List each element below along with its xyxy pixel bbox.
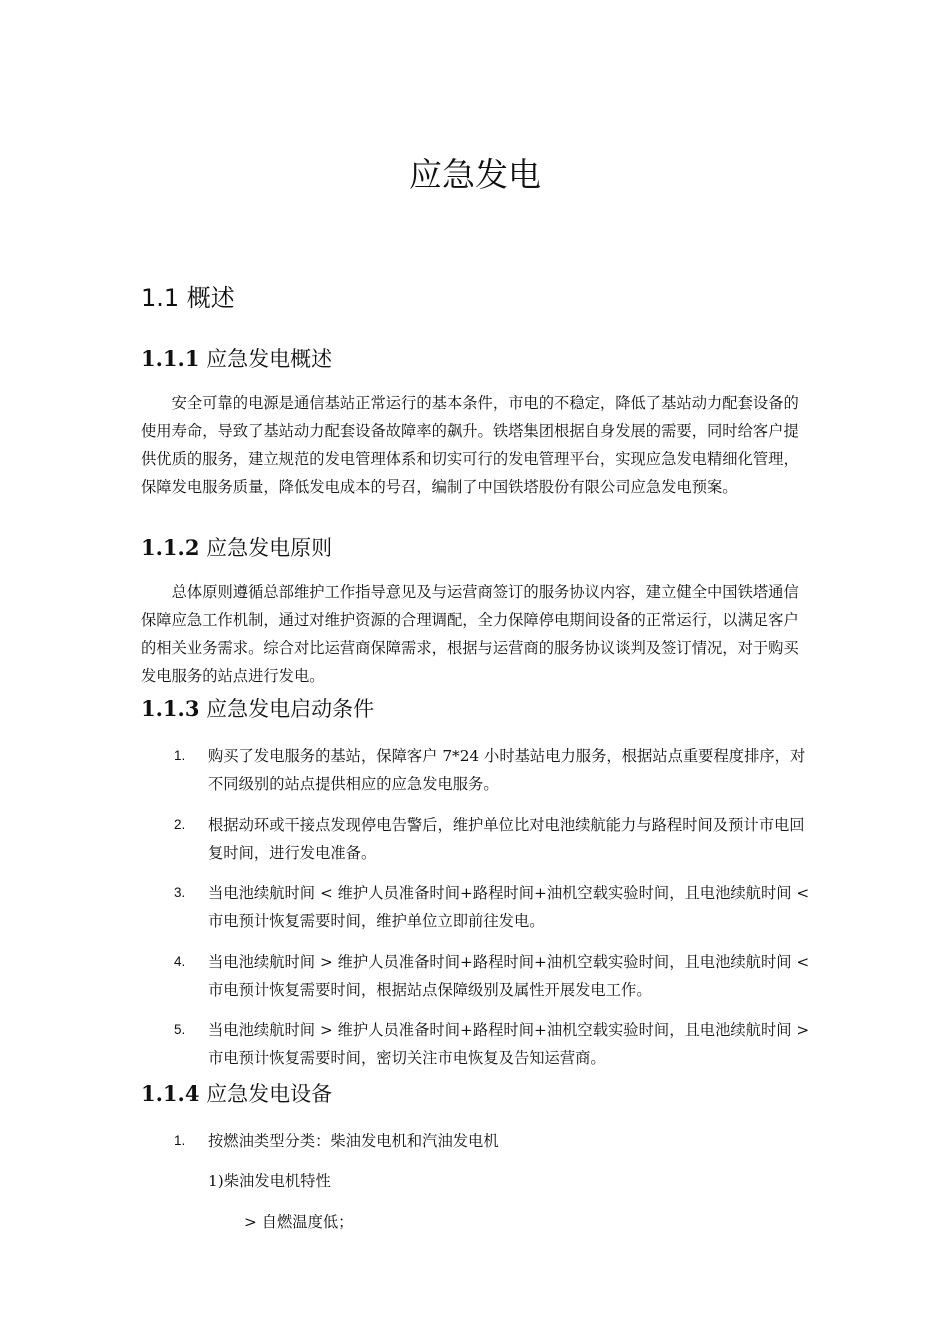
list-item-number: 4. [174, 954, 186, 969]
list-item-text: 当电池续航时间 > 维护人员准备时间+路程时间+油机空载实验时间，且电池续航时间 < 市电预计恢复需要时间，根据站点保障级别及属性开展发电工作。 [208, 953, 810, 999]
list-item-text: 当电池续航时间 < 维护人员准备时间+路程时间+油机空载实验时间，且电池续航时间 < 市电预计恢复需要时间，维护单位立即前往发电。 [208, 884, 810, 930]
section-heading: 1.1 概述 [141, 284, 235, 312]
document-title: 应急发电 [409, 155, 541, 194]
subsection-number: 1.1.4 [141, 1081, 200, 1106]
list-item-text: 按燃油类型分类：柴油发电机和汽油发电机 [208, 1132, 499, 1150]
list-item-number: 1. [174, 748, 186, 763]
subsection-heading-1-1-3 [141, 694, 374, 724]
subsection-heading-1-1-4 [141, 1079, 332, 1109]
sub-heading-diesel-generator: 1)柴油发电机特性 [208, 1172, 331, 1190]
list-item-text: 当电池续航时间 > 维护人员准备时间+路程时间+油机空载实验时间，且电池续航时间 > 市电预计恢复需要时间，密切关注市电恢复及告知运营商。 [208, 1021, 810, 1067]
subsection-heading-1-1-2 [141, 533, 332, 563]
list-item-number: 2. [174, 817, 186, 832]
paragraph-principles: 总体原则遵循总部维护工作指导意见及与运营商签订的服务协议内容，建立健全中国铁塔通信保障应急工作机制，通过对维护资源的合理调配，全力保障停电期间设备的正常运行，以满足客户的相关业务需求。综合对比运营商保障需求，根据与运营商的服务协议谈判及签订情况，对于购买发电服务的站点进行发电。 [141, 583, 799, 685]
list-item-number: 3. [174, 885, 186, 900]
subsection-title: 应急发电启动条件 [199, 697, 375, 721]
subsection-heading-1-1-1 [141, 344, 332, 374]
list-item-number: 5. [174, 1022, 186, 1037]
subsection-number: 1.1.1 [141, 346, 200, 371]
bullet-item: > 自燃温度低； [244, 1213, 354, 1231]
list-item-text: 购买了发电服务的基站，保障客户 7*24 小时基站电力服务，根据站点重要程度排序，对不同级别的站点提供相应的应急发电服务。 [208, 747, 806, 793]
list-item-text: 根据动环或干接点发现停电告警后，维护单位比对电池续航能力与路程时间及预计市电回复时间，进行发电准备。 [208, 816, 805, 862]
subsection-title: 应急发电概述 [199, 347, 333, 371]
subsection-number: 1.1.3 [141, 696, 200, 721]
subsection-title: 应急发电设备 [199, 1082, 333, 1106]
subsection-title: 应急发电原则 [199, 536, 333, 560]
list-item-number: 1. [174, 1133, 186, 1148]
paragraph-overview: 安全可靠的电源是通信基站正常运行的基本条件，市电的不稳定，降低了基站动力配套设备的使用寿命，导致了基站动力配套设备故障率的飙升。铁塔集团根据自身发展的需要，同时给客户提供优质的服务，建立规范的发电管理体系和切实可行的发电管理平台，实现应急发电精细化管理，保障发电服务质量，降低发电成本的号召，编制了中国铁塔股份有限公司应急发电预案。 [141, 394, 799, 496]
subsection-number: 1.1.2 [141, 535, 200, 560]
